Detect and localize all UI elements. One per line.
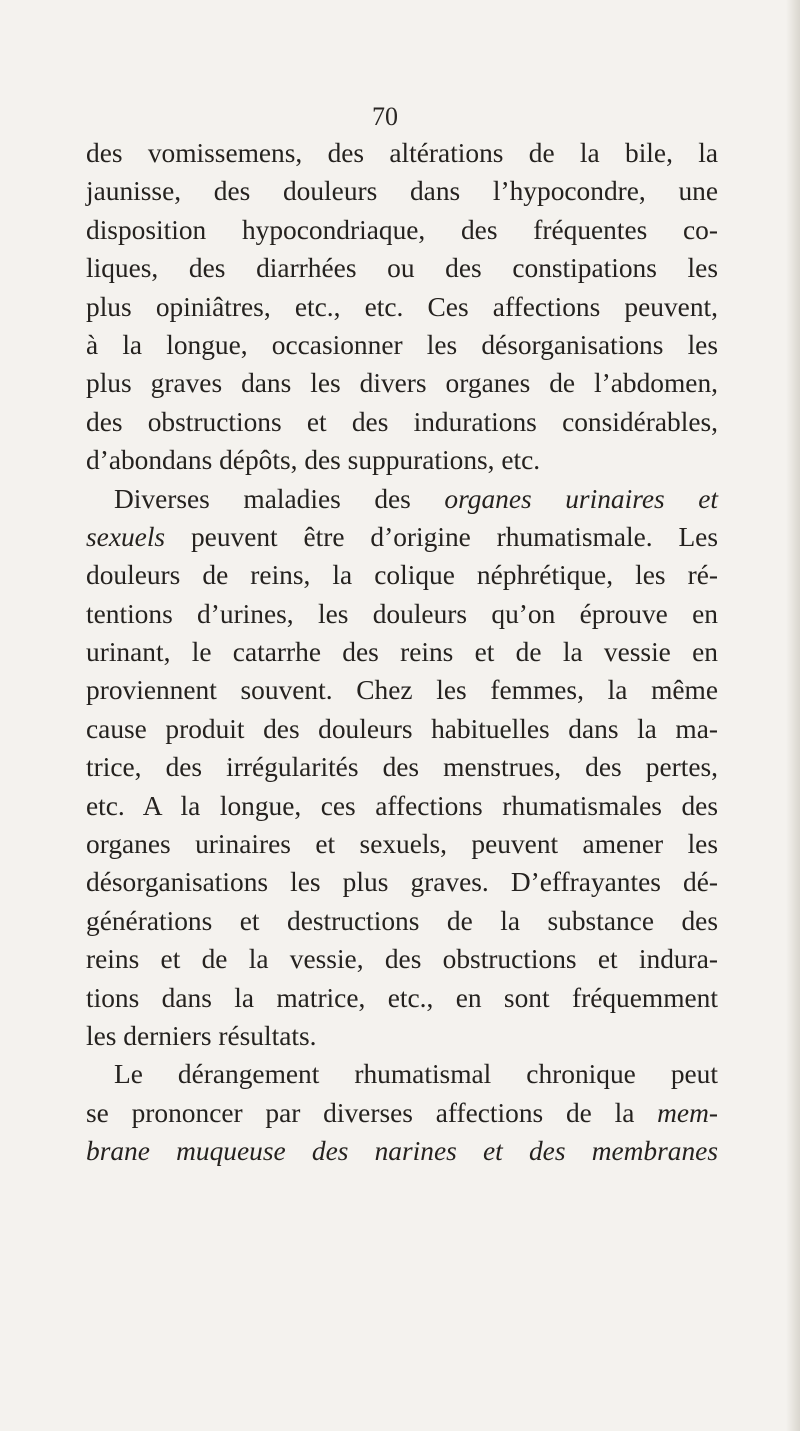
- text-run: jaunisse, des douleurs dans l’hypocondre, une: [86, 176, 718, 207]
- italic-text-run: organes urinaires et: [444, 483, 718, 514]
- text-run: à la longue, occasionner les désorganisations les: [86, 329, 718, 360]
- text-run: plus graves dans les divers organes de l’abdomen,: [86, 368, 718, 399]
- text-line: [86, 902, 718, 940]
- text-line: [86, 595, 718, 633]
- text-line: [86, 1055, 718, 1093]
- text-line: [86, 748, 718, 786]
- text-run: urinant, le catarrhe des reins et de la vessie en: [86, 637, 718, 668]
- text-line: [86, 556, 718, 594]
- text-run: les derniers résultats.: [86, 1020, 317, 1051]
- text-line: [86, 1132, 718, 1170]
- text-run: tions dans la matrice, etc., en sont fréquemment: [86, 982, 718, 1013]
- text-line: [86, 979, 718, 1017]
- text-run: cause produit des douleurs habituelles dans la ma-: [86, 713, 718, 744]
- text-run: tentions d’urines, les douleurs qu’on éprouve en: [86, 598, 718, 629]
- text-line: [86, 633, 718, 671]
- text-run: disposition hypocondriaque, des fréquentes co-: [86, 214, 718, 245]
- text-run: Le dérangement rhumatismal chronique peut: [114, 1059, 718, 1090]
- body-text: [86, 134, 718, 1171]
- text-run: douleurs de reins, la colique néphrétique, les ré-: [86, 560, 718, 591]
- text-line: [86, 134, 718, 172]
- text-run: des vomissemens, des altérations de la bile, la: [86, 138, 718, 168]
- text-line: [86, 403, 718, 441]
- text-line: [86, 364, 718, 402]
- italic-text-run: brane muqueuse des narines et des membranes: [86, 1136, 718, 1167]
- text-run: générations et destructions de la substance des: [86, 905, 718, 936]
- text-line: [86, 825, 718, 863]
- text-run: proviennent souvent. Chez les femmes, la même: [86, 675, 718, 706]
- text-run: liques, des diarrhées ou des constipations les: [86, 253, 718, 284]
- text-line: [86, 787, 718, 825]
- text-line: [86, 1094, 718, 1132]
- text-line: [86, 249, 718, 287]
- text-line: [86, 441, 718, 479]
- italic-text-run: mem-: [657, 1097, 718, 1128]
- page-number: 70: [372, 102, 398, 131]
- text-run: peuvent être d’origine rhumatismale. Les: [165, 521, 718, 552]
- text-line: [86, 172, 718, 210]
- text-run: plus opiniâtres, etc., etc. Ces affections peuvent,: [86, 291, 718, 322]
- text-run: Diverses maladies des: [114, 483, 445, 514]
- text-run: reins et de la vessie, des obstructions et indura-: [86, 944, 718, 975]
- text-line: [86, 288, 718, 326]
- text-line: [86, 940, 718, 978]
- text-line: [86, 480, 718, 518]
- text-run: etc. A la longue, ces affections rhumatismales des: [86, 790, 718, 821]
- text-line: [86, 863, 718, 901]
- text-run: se prononcer par diverses affections de la: [86, 1097, 658, 1128]
- text-run: d’abondans dépôts, des suppurations, etc.: [86, 445, 541, 476]
- text-line: [86, 671, 718, 709]
- text-line: [86, 211, 718, 249]
- text-line: [86, 1017, 718, 1055]
- text-line: [86, 326, 718, 364]
- page-edge-shadow: [786, 0, 800, 1431]
- text-run: trice, des irrégularités des menstrues, des pertes,: [86, 752, 718, 783]
- text-line: [86, 518, 718, 556]
- text-run: organes urinaires et sexuels, peuvent amener les: [86, 829, 718, 860]
- text-line: [86, 710, 718, 748]
- italic-text-run: sexuels: [86, 521, 166, 552]
- text-run: désorganisations les plus graves. D’effrayantes dé-: [86, 867, 718, 898]
- text-run: des obstructions et des indurations considérables,: [86, 406, 718, 437]
